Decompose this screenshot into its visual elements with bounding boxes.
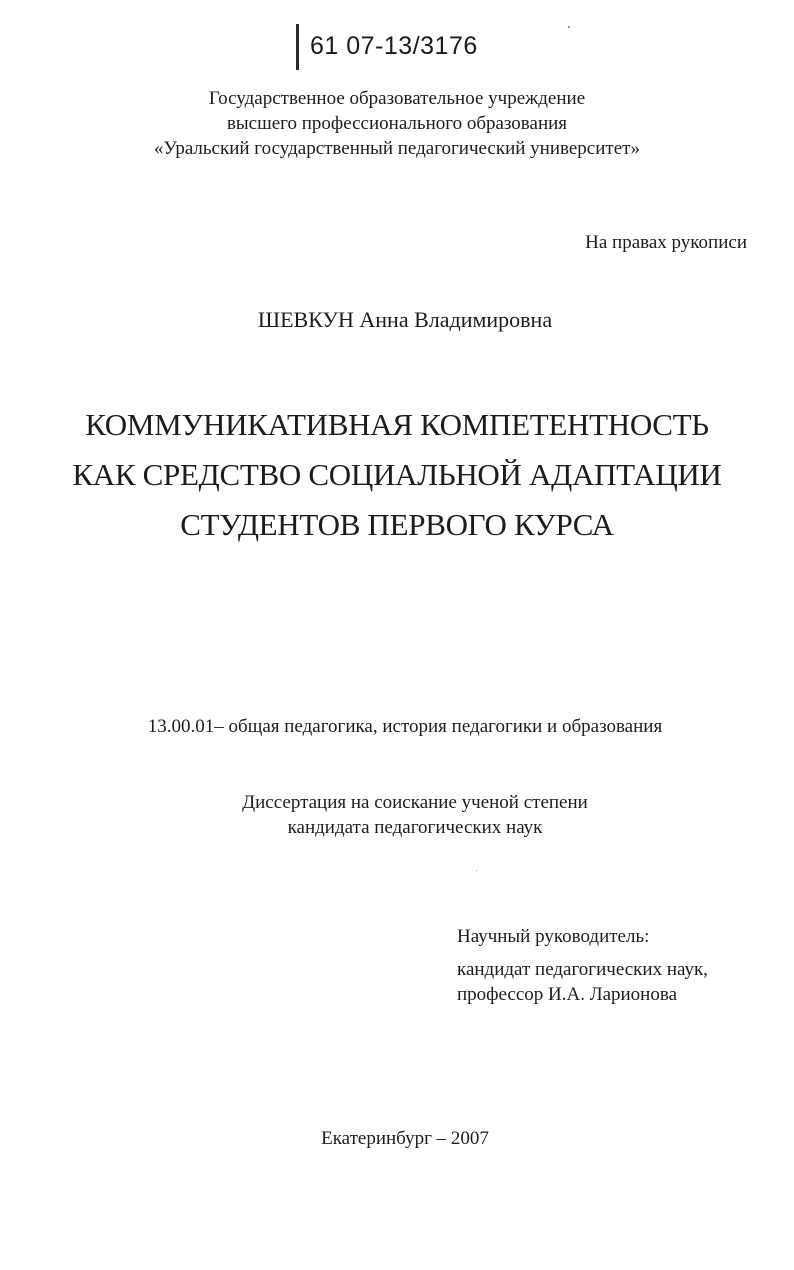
title-line: КАК СРЕДСТВО СОЦИАЛЬНОЙ АДАПТАЦИИ [72,457,722,492]
supervisor-line: профессор И.А. Ларионова [457,984,678,1005]
title-line: СТУДЕНТОВ ПЕРВОГО КУРСА [180,507,614,542]
supervisor-line: кандидат педагогических наук, [457,959,708,980]
scientific-supervisor [457,924,708,1007]
library-stamp-number: 61 07-13/3176 [310,32,478,60]
scan-speck [568,26,570,28]
institution-line: высшего профессионального образования [226,113,568,134]
specialty-code: 13.00.01– общая педагогика, история педагогики и образования [147,716,663,737]
city-and-year: Екатеринбург – 2007 [321,1128,489,1149]
degree-line: Диссертация на соискание ученой степени [242,792,588,813]
manuscript-rights-note: На правах рукописи [585,232,747,253]
stamp-vertical-bar [296,24,299,70]
dissertation-title [0,400,794,550]
institution-line: Государственное образовательное учреждение [208,88,586,109]
institution-header [0,86,794,161]
degree-line: кандидата педагогических наук [287,817,543,838]
degree-statement [0,790,794,840]
title-line: КОММУНИКАТИВНАЯ КОМПЕТЕНТНОСТЬ [85,407,709,442]
scan-speck [476,870,477,871]
author-name: ШЕВКУН Анна Владимировна [257,307,553,332]
institution-line: «Уральский государственный педагогический университет» [154,138,640,159]
supervisor-label: Научный руководитель: [457,926,650,947]
spacer [457,949,708,957]
